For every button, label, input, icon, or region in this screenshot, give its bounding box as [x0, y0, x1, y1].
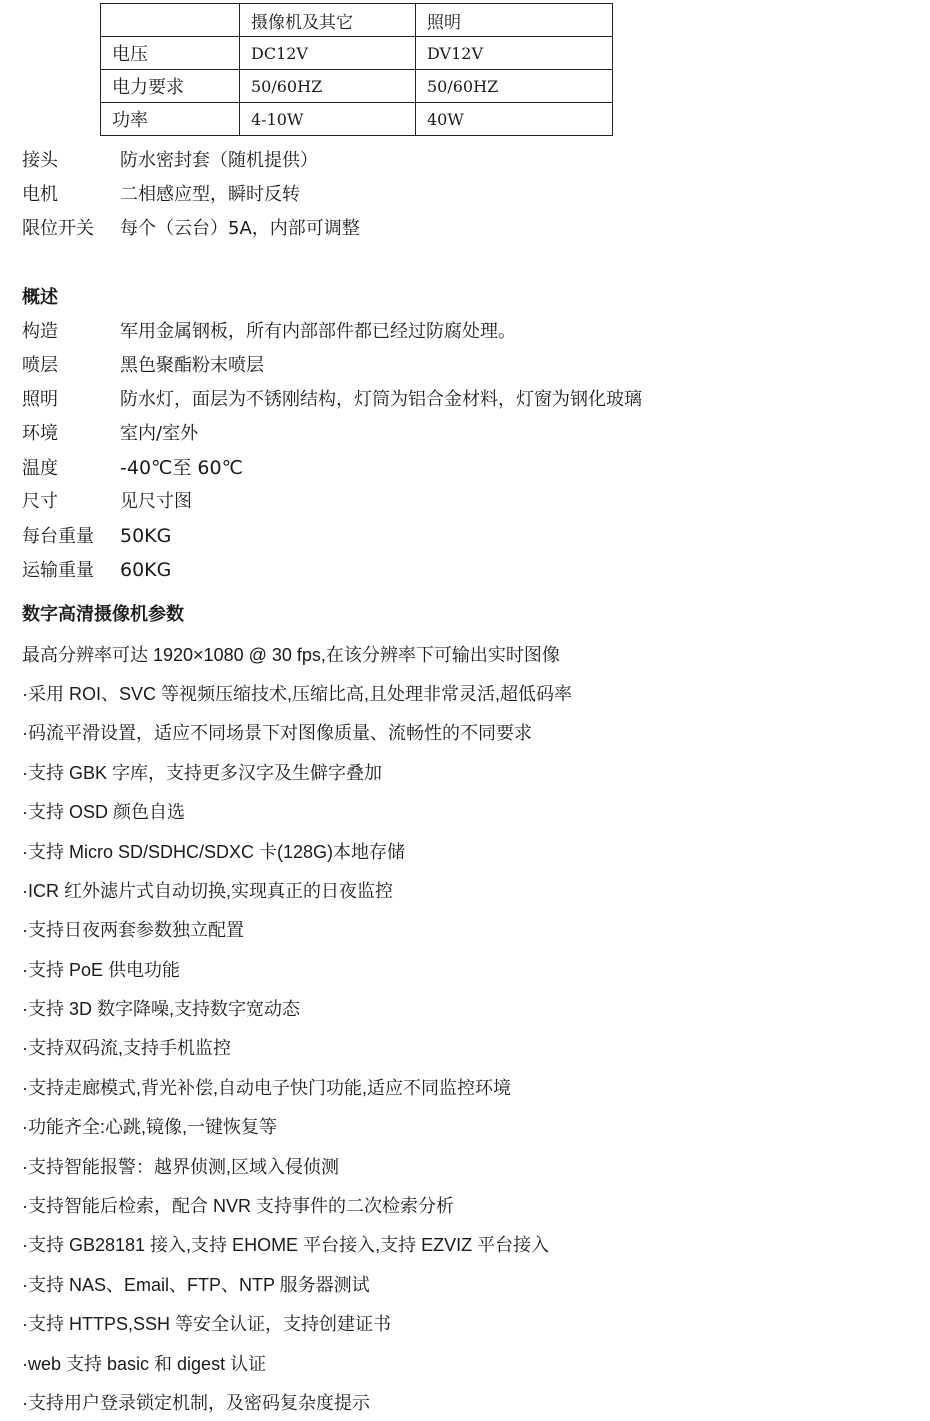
spec-line-motor: [22, 180, 300, 210]
spec-value: 60KG: [120, 559, 172, 581]
feature-item: ·支持日夜两套参数独立配置: [22, 920, 244, 940]
table-cell: 40W: [416, 103, 613, 136]
spec-line-temperature: [22, 453, 243, 483]
spec-label: 温度: [22, 458, 58, 479]
feature-item: ·支持 3D 数字降噪,支持数字宽动态: [22, 999, 301, 1019]
table-row: [101, 103, 613, 136]
feature-item: ·支持 OSD 颜色自选: [22, 802, 186, 822]
feature-item: ·web 支持 basic 和 digest 认证: [22, 1354, 267, 1374]
table-cell: 功率: [101, 103, 240, 136]
feature-item: ·支持 PoE 供电功能: [22, 960, 181, 980]
table-cell: DV12V: [416, 37, 613, 70]
spec-line-dimensions: [22, 487, 192, 517]
spec-line-connector: [22, 146, 318, 176]
spec-label: 接头: [22, 150, 58, 171]
table-header-cell: 照明: [416, 4, 613, 37]
spec-value: 军用金属钢板，所有内部部件都已经过防腐处理。: [120, 321, 516, 342]
spec-line-lighting: [22, 385, 642, 415]
feature-item: ·支持 GB28181 接入,支持 EHOME 平台接入,支持 EZVIZ 平台接入: [22, 1235, 550, 1255]
table-cell: 电力要求: [101, 70, 240, 103]
spec-line-limit-switch: [22, 214, 360, 244]
spec-value: 室内/室外: [120, 423, 199, 444]
feature-item: ·采用 ROI、SVC 等视频压缩技术,压缩比高,且处理非常灵活,超低码率: [22, 684, 573, 704]
spec-label: 限位开关: [22, 218, 94, 239]
table-header-row: [101, 4, 613, 37]
feature-item: ·支持智能后检索，配合 NVR 支持事件的二次检索分析: [22, 1196, 454, 1216]
feature-item: ·支持 HTTPS,SSH 等安全认证，支持创建证书: [22, 1314, 392, 1334]
table-header-cell: [101, 4, 240, 37]
spec-line-construction: [22, 317, 516, 347]
table-cell: DC12V: [240, 37, 416, 70]
power-spec-table: [100, 3, 613, 136]
spec-label: 每台重量: [22, 526, 94, 547]
spec-value: 黑色聚酯粉末喷层: [120, 355, 264, 376]
spec-label: 照明: [22, 389, 58, 410]
table-cell: 电压: [101, 37, 240, 70]
feature-item: 最高分辨率可达 1920×1080 @ 30 fps,在该分辨率下可输出实时图像: [22, 645, 560, 665]
table-row: [101, 70, 613, 103]
camera-params-heading: 数字高清摄像机参数: [22, 604, 184, 625]
spec-line-coating: [22, 351, 264, 381]
spec-value: 防水灯，面层为不锈刚结构，灯筒为铝合金材料，灯窗为钢化玻璃: [120, 389, 642, 410]
spec-label: 运输重量: [22, 560, 94, 581]
feature-item: ·支持用户登录锁定机制，及密码复杂度提示: [22, 1393, 370, 1413]
table-row: [101, 37, 613, 70]
feature-item: ·支持 Micro SD/SDHC/SDXC 卡(128G)本地存储: [22, 842, 406, 862]
spec-label: 喷层: [22, 355, 58, 376]
table-header-cell: 摄像机及其它: [240, 4, 416, 37]
feature-item: ·ICR 红外滤片式自动切换,实现真正的日夜监控: [22, 881, 393, 901]
table-cell: 4-10W: [240, 103, 416, 136]
feature-item: ·支持 NAS、Email、FTP、NTP 服务器测试: [22, 1275, 370, 1295]
spec-label: 环境: [22, 423, 58, 444]
spec-value: -40℃至 60℃: [120, 457, 243, 479]
spec-line-unit-weight: [22, 521, 171, 551]
spec-label: 尺寸: [22, 491, 58, 512]
spec-value: 每个（云台）5A，内部可调整: [120, 218, 360, 239]
feature-item: ·支持走廊模式,背光补偿,自动电子快门功能,适应不同监控环境: [22, 1078, 511, 1098]
spec-label: 构造: [22, 321, 58, 342]
spec-line-shipping-weight: [22, 555, 171, 585]
feature-item: ·支持 GBK 字库，支持更多汉字及生僻字叠加: [22, 763, 383, 783]
feature-item: ·支持智能报警：越界侦测,区域入侵侦测: [22, 1157, 339, 1177]
spec-label: 电机: [22, 184, 58, 205]
feature-item: ·功能齐全:心跳,镜像,一键恢复等: [22, 1117, 277, 1137]
feature-item: ·码流平滑设置，适应不同场景下对图像质量、流畅性的不同要求: [22, 723, 532, 743]
spec-line-environment: [22, 419, 198, 449]
overview-heading: 概述: [22, 287, 58, 308]
feature-item: ·支持双码流,支持手机监控: [22, 1038, 231, 1058]
table-cell: 50/60HZ: [240, 70, 416, 103]
spec-value: 50KG: [120, 525, 172, 547]
spec-value: 二相感应型，瞬时反转: [120, 184, 300, 205]
spec-value: 见尺寸图: [120, 491, 192, 512]
table-cell: 50/60HZ: [416, 70, 613, 103]
spec-value: 防水密封套（随机提供）: [120, 150, 318, 171]
